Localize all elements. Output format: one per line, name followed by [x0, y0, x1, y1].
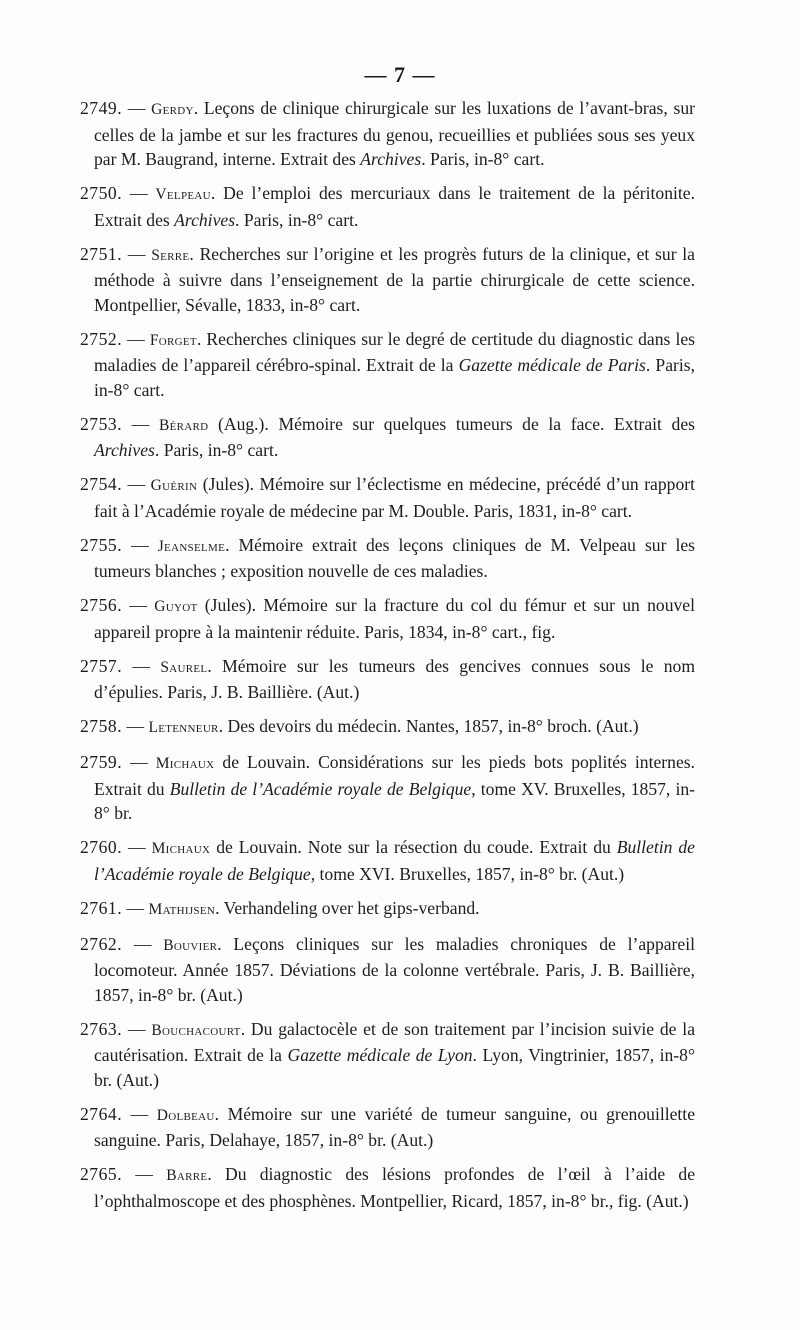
entry-author: Michaux: [155, 755, 215, 772]
entry-number: 2765.: [80, 1164, 123, 1184]
page-number: — 7 —: [364, 62, 436, 87]
entry-author: Bouchacourt: [151, 1021, 241, 1039]
entry-number: 2762.: [80, 933, 123, 954]
entry-author: Barre: [166, 1167, 208, 1184]
entry-text: (Jules). Mémoire sur l’éclectisme en médecine, précédé d’un rapport fait à l’Académie royale de médecine par M. Double. Paris, 1831, in-8° cart.: [94, 474, 696, 521]
entry-text: . Paris, in-8° cart.: [94, 355, 695, 400]
bibliography-entry: 2749. — Gerdy. Leçons de clinique chirurgicale sur les luxations de l’avant-bras, sur celles de la jambe et sur les fractures du genou, recueillies et publiées sous ses yeux par M. Baugrand, interne. Extrait des Archives. Paris, in-8° cart.: [80, 98, 695, 169]
entry-author: Serre: [151, 246, 190, 264]
entry-text: . Leçons de clinique chirurgicale sur les luxations de l’avant-bras, sur celles de la jambe et sur les fractures du genou, recueillies et publiées sous ses yeux par M. Baugrand, interne. Extrait des: [94, 98, 695, 169]
entry-title-italic: Archives: [94, 440, 155, 460]
entry-title-italic: Bulletin de l’Académie royale de Belgique: [169, 778, 472, 799]
bibliography-entry: 2754. — Guérin (Jules). Mémoire sur l’éclectisme en médecine, précédé d’un rapport fait à l’Académie royale de médecine par M. Double. Paris, 1831, in-8° cart.: [80, 474, 696, 521]
entry-text: . Des devoirs du médecin. Nantes, 1857, in-8° broch. (Aut.): [218, 716, 639, 736]
entry-text: . Mémoire sur une variété de tumeur sanguine, ou grenouillette sanguine. Paris, Delahaye, 1857, in-8° br. (Aut.): [94, 1103, 695, 1150]
entry-author: Jeanselme: [157, 537, 226, 555]
bibliography-entry: 2751. — Serre. Recherches sur l’origine et les progrès futurs de la clinique, et sur la méthode à suivre dans l’enseignement de la partie chirurgicale de cette science. Montpellier, Sévalle, 1833, in-8° cart.: [80, 243, 695, 315]
entry-number: 2754.: [80, 474, 123, 494]
entry-text: . De l’emploi des mercuriaux dans le traitement de la péritonite. Extrait des: [94, 183, 695, 230]
entry-text: . Leçons cliniques sur les maladies chroniques de l’appareil locomoteur. Année 1857. Déviations de la colonne vertébrale. Paris, J. B. Baillière, 1857, in-8° br. (Aut.): [94, 933, 695, 1005]
entry-number: 2763.: [80, 1018, 123, 1039]
entry-text: . Lyon, Vingtrinier, 1857, in-8° br. (Aut.): [94, 1045, 695, 1090]
entry-number: 2758.: [80, 716, 123, 736]
bibliography-entry: 2758. — Letenneur. Des devoirs du médecin. Nantes, 1857, in-8° broch. (Aut.): [80, 716, 639, 736]
bibliography-entry: 2761. — Mathijsen. Verhandeling over het gips-verband.: [80, 897, 480, 918]
entry-text: . Du galactocèle et de son traitement par l’incision suivie de la cautérisation. Extrait de la: [94, 1018, 696, 1065]
entry-author: Guérin: [150, 477, 198, 494]
bibliography-entry: 2756. — Guyot (Jules). Mémoire sur la fracture du col du fémur et sur un nouvel appareil propre à la maintenir réduite. Paris, 1834, in-8° cart., fig.: [80, 595, 696, 642]
bibliography-entry: 2757. — Saurel. Mémoire sur les tumeurs des gencives connues sous le nom d’épulies. Paris, J. B. Baillière. (Aut.): [80, 655, 696, 702]
entry-number: 2752.: [80, 328, 123, 349]
entry-title-italic: Archives: [360, 149, 422, 169]
entry-number: 2750.: [80, 183, 123, 203]
entry-author: Letenneur: [148, 719, 219, 736]
entry-text: . Verhandeling over het gips-verband.: [215, 897, 480, 918]
entry-number: 2761.: [80, 897, 123, 918]
entry-author: Guyot: [154, 598, 198, 615]
entry-text: , tome XVI. Bruxelles, 1857, in-8° br. (Aut.): [310, 863, 625, 884]
entry-author: Gerdy: [151, 101, 194, 118]
entry-text: (Jules). Mémoire sur la fracture du col du fémur et sur un nouvel appareil propre à la maintenir réduite. Paris, 1834, in-8° cart., fig.: [94, 595, 696, 642]
entry-author: Dolbeau: [156, 1106, 215, 1124]
entry-text: de Louvain. Considérations sur les pieds bots poplités internes. Extrait du: [94, 752, 696, 799]
entry-number: 2757.: [80, 655, 123, 676]
entry-title-italic: Archives: [174, 209, 236, 230]
bibliography-entry: 2755. — Jeanselme. Mémoire extrait des leçons cliniques de M. Velpeau sur les tumeurs blanches ; exposition nouvelle de ces maladies.: [80, 534, 696, 581]
bibliography-entry: 2760. — Michaux de Louvain. Note sur la résection du coude. Extrait du Bulletin de l’Académie royale de Belgique, tome XVI. Bruxelles, 1857, in-8° br. (Aut.): [80, 837, 695, 884]
entry-text: . Paris, in-8° cart.: [421, 149, 545, 169]
entry-text: . Paris, in-8° cart.: [235, 209, 359, 230]
entry-number: 2753.: [80, 413, 123, 434]
entry-text: , tome XV. Bruxelles, 1857, in-8° br.: [94, 778, 695, 823]
entry-text: de Louvain. Note sur la résection du coude. Extrait du: [210, 837, 617, 857]
entry-number: 2756.: [80, 595, 123, 615]
bibliography-entry: 2752. — Forget. Recherches cliniques sur le degré de certitude du diagnostic dans les maladies de l’appareil cérébro-spinal. Extrait de la Gazette médicale de Paris. Paris, in-8° cart.: [80, 328, 695, 400]
bibliography-entry: 2762. — Bouvier. Leçons cliniques sur les maladies chroniques de l’appareil locomoteur. Année 1857. Déviations de la colonne vertébrale. Paris, J. B. Baillière, 1857, in-8° br. (Aut.): [80, 933, 695, 1005]
bibliography-list: [80, 96, 695, 1223]
bibliography-entry: 2759. — Michaux de Louvain. Considérations sur les pieds bots poplités internes. Extrait du Bulletin de l’Académie royale de Belgique, tome XV. Bruxelles, 1857, in-8° br.: [80, 752, 696, 823]
entry-text: . Mémoire sur les tumeurs des gencives connues sous le nom d’épulies. Paris, J. B. Baillière. (Aut.): [94, 655, 696, 702]
entry-author: Bouvier: [163, 936, 218, 954]
entry-number: 2764.: [80, 1103, 123, 1124]
entry-number: 2751.: [80, 243, 123, 264]
entry-title-italic: Gazette médicale de Lyon: [287, 1045, 473, 1065]
entry-text: . Recherches sur l’origine et les progrès futurs de la clinique, et sur la méthode à suivre dans l’enseignement de la partie chirurgicale de cette science. Montpellier, Sévalle, 1833, in-8° cart.: [94, 243, 695, 315]
bibliography-entry: 2763. — Bouchacourt. Du galactocèle et de son traitement par l’incision suivie de la cautérisation. Extrait de la Gazette médicale de Lyon. Lyon, Vingtrinier, 1857, in-8° br. (Aut.): [80, 1018, 696, 1090]
bibliography-entry: 2750. — Velpeau. De l’emploi des mercuriaux dans le traitement de la péritonite. Extrait des Archives. Paris, in-8° cart.: [80, 183, 695, 230]
entry-author: Mathijsen: [148, 900, 216, 918]
entry-text: . Recherches cliniques sur le degré de certitude du diagnostic dans les maladies de l’appareil cérébro-spinal. Extrait de la: [94, 328, 695, 375]
entry-text: (Aug.). Mémoire sur quelques tumeurs de la face. Extrait des: [208, 413, 695, 434]
bibliography-entry: 2764. — Dolbeau. Mémoire sur une variété de tumeur sanguine, ou grenouillette sanguine. Paris, Delahaye, 1857, in-8° br. (Aut.): [80, 1103, 695, 1150]
bibliography-entry: 2765. — Barre. Du diagnostic des lésions profondes de l’œil à l’aide de l’ophthalmoscope et des phosphènes. Montpellier, Ricard, 1857, in-8° br., fig. (Aut.): [80, 1164, 696, 1211]
entry-author: Velpeau: [155, 186, 211, 203]
entry-author: Bérard: [158, 416, 209, 434]
entry-author: Saurel: [160, 658, 208, 676]
entry-text: . Paris, in-8° cart.: [154, 440, 279, 460]
entry-number: 2760.: [80, 837, 123, 857]
entry-number: 2759.: [80, 752, 123, 772]
entry-text: . Mémoire extrait des leçons cliniques de M. Velpeau sur les tumeurs blanches ; exposition nouvelle de ces maladies.: [94, 534, 696, 581]
entry-author: Michaux: [151, 840, 211, 857]
entry-title-italic: Bulletin de l’Académie royale de Belgique: [94, 837, 695, 884]
entry-title-italic: Gazette médicale de Paris: [458, 355, 646, 375]
entry-number: 2755.: [80, 534, 123, 555]
entry-number: 2749.: [80, 98, 123, 118]
entry-author: Forget: [149, 331, 197, 349]
entry-text: . Du diagnostic des lésions profondes de l’œil à l’aide de l’ophthalmoscope et des phosphènes. Montpellier, Ricard, 1857, in-8° br., fig. (Aut.): [94, 1164, 696, 1211]
bibliography-entry: 2753. — Bérard (Aug.). Mémoire sur quelques tumeurs de la face. Extrait des Archives. Paris, in-8° cart.: [80, 413, 695, 460]
